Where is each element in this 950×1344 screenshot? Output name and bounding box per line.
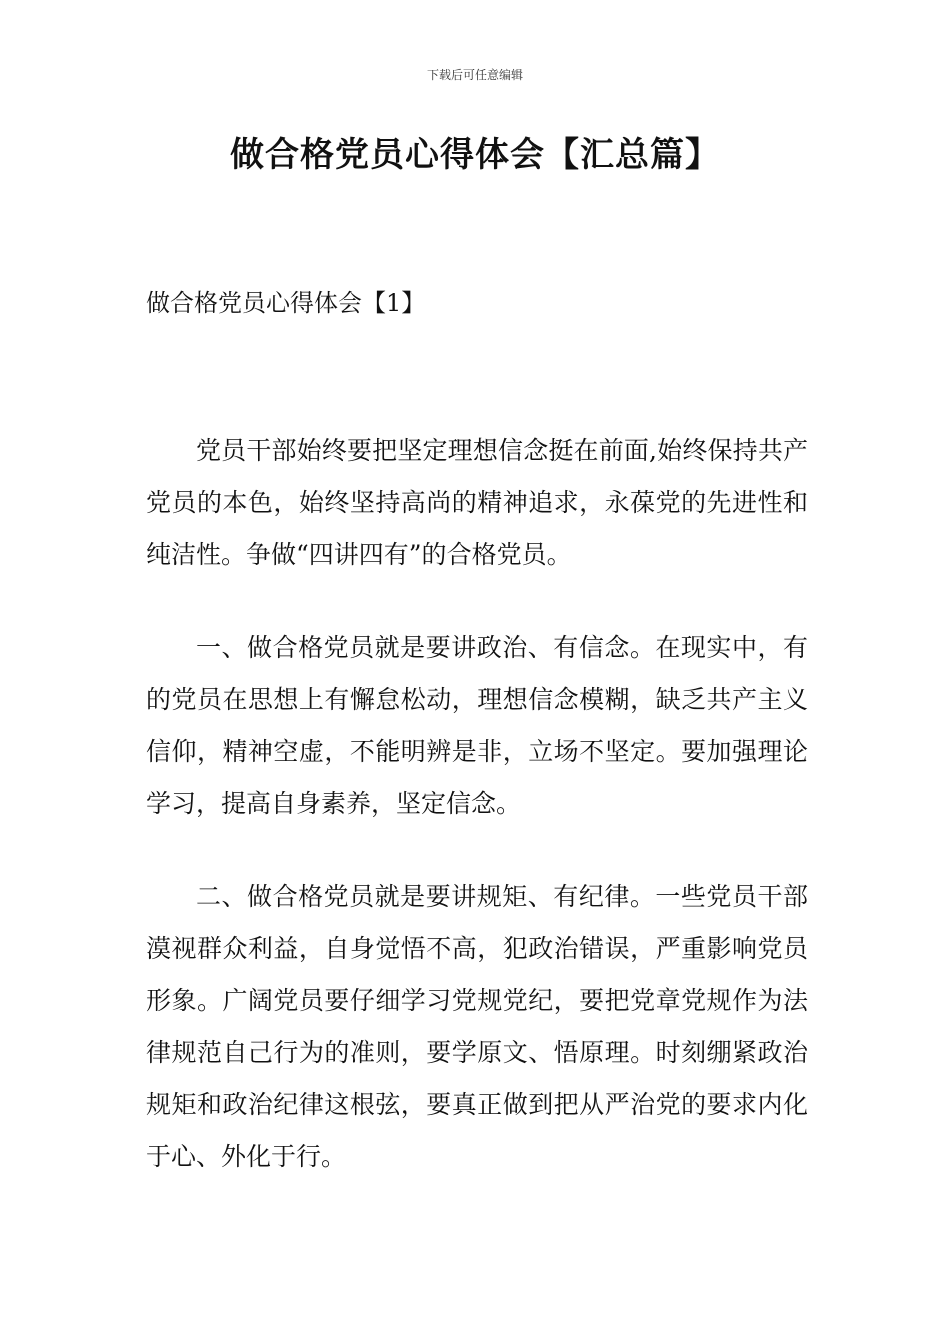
document-title: 做合格党员心得体会【汇总篇】 (230, 135, 720, 175)
paragraph-point-one: 一、做合格党员就是要讲政治、有信念。在现实中，有的党员在思想上有懈怠松动，理想信念模糊，缺乏共产主义信仰，精神空虚，不能明辨是非，立场不坚定。要加强理论学习，提高自身素养，坚定信念。 (146, 633, 808, 818)
paragraph-intro: 党员干部始终要把坚定理想信念挺在前面,始终保持共产党员的本色，始终坚持高尚的精神追求，永葆党的先进性和纯洁性。争做“四讲四有”的合格党员。 (146, 436, 808, 569)
header-note: 下载后可任意编辑 (426, 68, 523, 82)
paragraph-point-two: 二、做合格党员就是要讲规矩、有纪律。一些党员干部漠视群众利益，自身觉悟不高，犯政治错误，严重影响党员形象。广阔党员要仔细学习党规党纪，要把党章党规作为法律规范自己行为的准则，要学原文、悟原理。时刻绷紧政治规矩和政治纪律这根弦，要真正做到把从严治党的要求内化于心、外化于行。 (146, 882, 808, 1171)
section-title: 做合格党员心得体会【1】 (146, 289, 426, 317)
